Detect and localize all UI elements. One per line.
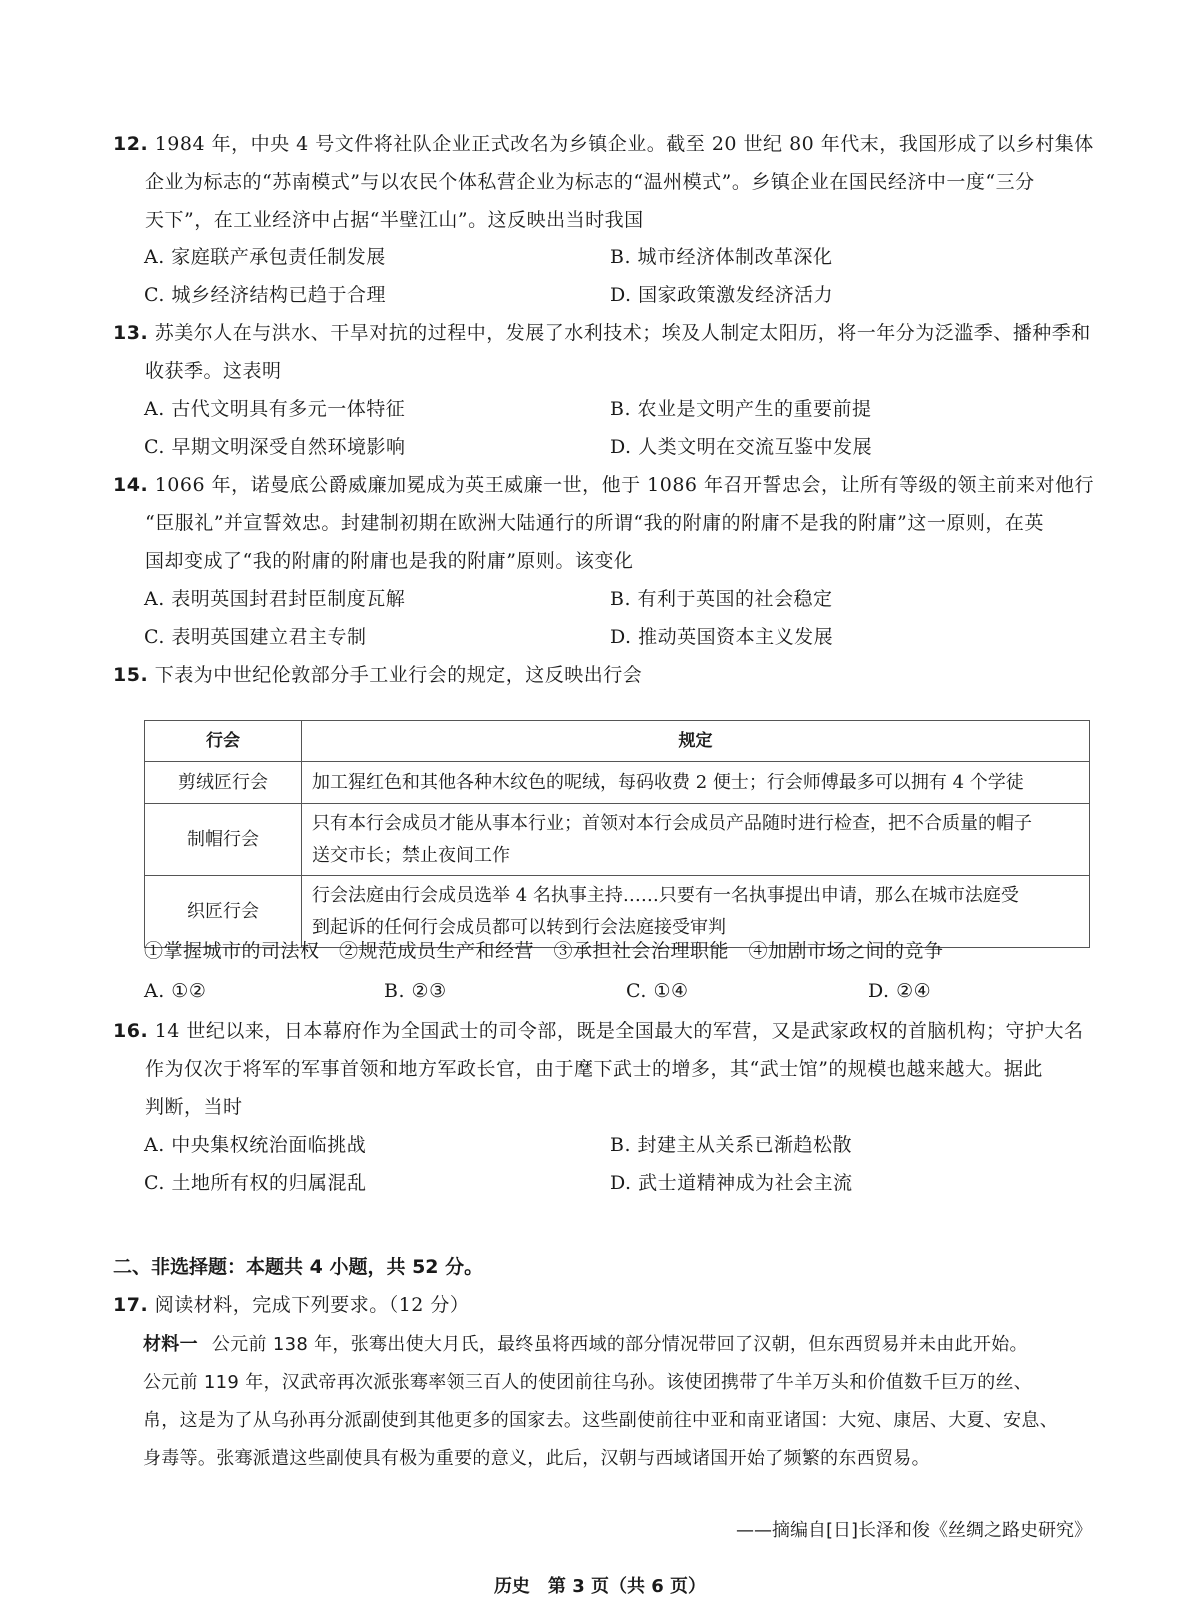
option-b[interactable]: B. 农业是文明产生的重要前提 [610, 398, 872, 420]
material-one [143, 1326, 1093, 1478]
rule-line: 到起诉的任何行会成员都可以转到行会法庭接受审判 [312, 916, 726, 938]
question-15 [113, 656, 1093, 694]
question-17 [113, 1286, 1093, 1324]
material-line: 身毒等。张骞派遣这些副使具有极为重要的意义，此后，汉朝与西域诸国开始了频繁的东西贸易。 [143, 1448, 930, 1469]
option-d[interactable]: D. 武士道精神成为社会主流 [610, 1172, 853, 1194]
rule-line: 行会法庭由行会成员选举 4 名执事主持……只要有一名执事提出申请，那么在城市法庭受 [312, 884, 1019, 906]
option-d[interactable]: D. 推动英国资本主义发展 [610, 626, 834, 648]
guild-name: 剪绒匠行会 [145, 762, 302, 804]
option-c[interactable]: C. 表明英国建立君主专制 [144, 626, 367, 648]
stem-line: 苏美尔人在与洪水、干旱对抗的过程中，发展了水利技术；埃及人制定太阳历，将一年分为泛滥季、播种季和 [154, 322, 1091, 344]
option-d[interactable]: D. ②④ [868, 980, 932, 1002]
stem-line: 收获季。这表明 [145, 360, 282, 382]
rule-line: 加工猩红色和其他各种木纹色的呢绒，每码收费 2 便士；行会师傅最多可以拥有 4 个学徒 [312, 771, 1024, 793]
option-d[interactable]: D. 人类文明在交流互鉴中发展 [610, 436, 873, 458]
material-source: ——摘编自[日]长泽和俊《丝绸之路史研究》 [735, 1520, 1092, 1541]
option-c[interactable]: C. 土地所有权的归属混乱 [144, 1172, 367, 1194]
guild-name: 制帽行会 [145, 804, 302, 876]
table-header-row [145, 721, 1090, 762]
table-row [145, 762, 1090, 804]
rule-line: 只有本行会成员才能从事本行业；首领对本行会成员产品随时进行检查，把不合质量的帽子 [312, 812, 1032, 834]
option-d[interactable]: D. 国家政策激发经济活力 [610, 284, 834, 306]
column-header-guild: 行会 [145, 721, 302, 762]
guild-rules-table [144, 720, 1090, 948]
question-14 [113, 466, 1093, 580]
option-c[interactable]: C. 城乡经济结构已趋于合理 [144, 284, 386, 306]
question-number: 15. [113, 664, 149, 686]
stem-line: 企业为标志的“苏南模式”与以农民个体私营企业为标志的“温州模式”。乡镇企业在国民经济中一度“三分 [145, 171, 1035, 193]
statement-choices: ①掌握城市的司法权 ②规范成员生产和经营 ③承担社会治理职能 ④加剧市场之间的竞争 [144, 940, 944, 962]
material-line: 公元前 119 年，汉武帝再次派张骞率领三百人的使团前往乌孙。该使团携带了牛羊万头和价值数千巨万的丝、 [143, 1372, 1033, 1393]
option-b[interactable]: B. 封建主从关系已渐趋松散 [610, 1134, 853, 1156]
option-c[interactable]: C. 早期文明深受自然环境影响 [144, 436, 406, 458]
question-number: 14. [113, 474, 149, 496]
guild-rule [302, 762, 1090, 804]
section-heading: 二、非选择题：本题共 4 小题，共 52 分。 [113, 1256, 484, 1278]
option-a[interactable]: A. ①② [144, 980, 207, 1002]
option-b[interactable]: B. ②③ [384, 980, 447, 1002]
option-a[interactable]: A. 古代文明具有多元一体特征 [144, 398, 406, 420]
option-b[interactable]: B. 有利于英国的社会稳定 [610, 588, 833, 610]
rule-line: 送交市长；禁止夜间工作 [312, 844, 510, 866]
stem-line: 14 世纪以来，日本幕府作为全国武士的司令部，既是全国最大的军营，又是武家政权的首脑机构；守护大名 [154, 1020, 1084, 1042]
question-13 [113, 314, 1093, 390]
material-line: 帛，这是为了从乌孙再分派副使到其他更多的国家去。这些副使前往中亚和南亚诸国：大宛、康居、大夏、安息、 [143, 1410, 1058, 1431]
option-a[interactable]: A. 中央集权统治面临挑战 [144, 1134, 367, 1156]
stem-line: 天下”，在工业经济中占据“半壁江山”。这反映出当时我国 [145, 209, 644, 231]
question-12 [113, 125, 1093, 239]
stem-line: “臣服礼”并宣誓效忠。封建制初期在欧洲大陆通行的所谓“我的附庸的附庸不是我的附庸”这一原则，在英 [145, 512, 1044, 534]
question-16 [113, 1012, 1093, 1126]
page-footer: 历史 第 3 页（共 6 页） [493, 1576, 707, 1597]
option-b[interactable]: B. 城市经济体制改革深化 [610, 246, 833, 268]
option-c[interactable]: C. ①④ [626, 980, 689, 1002]
question-number: 13. [113, 322, 149, 344]
stem-line: 作为仅次于将军的军事首领和地方军政长官，由于麾下武士的增多，其“武士馆”的规模也越来越大。据此 [145, 1058, 1043, 1080]
stem-line: 1066 年，诺曼底公爵威廉加冕成为英王威廉一世，他于 1086 年召开誓忠会，让所有等级的领主前来对他行 [154, 474, 1095, 496]
table-row [145, 804, 1090, 876]
question-number: 12. [113, 133, 149, 155]
question-number: 16. [113, 1020, 149, 1042]
stem-line: 1984 年，中央 4 号文件将社队企业正式改名为乡镇企业。截至 20 世纪 80 年代末，我国形成了以乡村集体 [154, 133, 1094, 155]
guild-rule [302, 804, 1090, 876]
guild-name: 织匠行会 [145, 876, 302, 948]
material-label: 材料一 [143, 1334, 198, 1355]
question-number: 17. [113, 1294, 149, 1316]
stem-line: 国却变成了“我的附庸的附庸也是我的附庸”原则。该变化 [145, 550, 634, 572]
option-a[interactable]: A. 家庭联产承包责任制发展 [144, 246, 386, 268]
stem-line: 下表为中世纪伦敦部分手工业行会的规定，这反映出行会 [154, 664, 643, 686]
stem-line: 阅读材料，完成下列要求。（12 分） [154, 1294, 470, 1316]
option-a[interactable]: A. 表明英国封君封臣制度瓦解 [144, 588, 406, 610]
column-header-rules: 规定 [302, 721, 1090, 762]
material-line: 公元前 138 年，张骞出使大月氏，最终虽将西域的部分情况带回了汉朝，但东西贸易并未由此开始。 [211, 1334, 1028, 1355]
stem-line: 判断，当时 [145, 1096, 243, 1118]
